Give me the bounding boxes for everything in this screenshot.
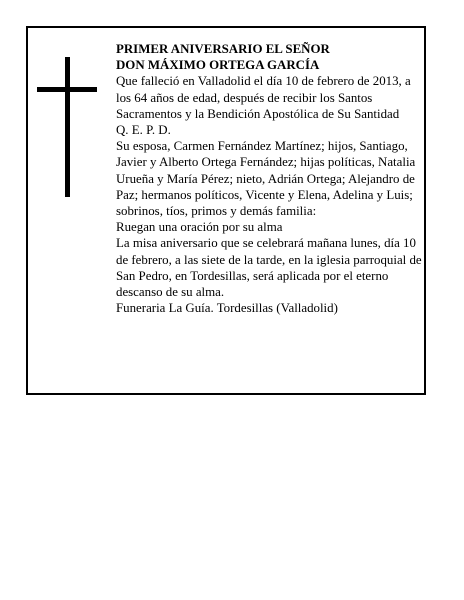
notice-title-line-1: PRIMER ANIVERSARIO EL SEÑOR — [116, 42, 330, 56]
prayer-request: Ruegan una oración por su alma — [116, 220, 283, 235]
notice-title-line-2: DON MÁXIMO ORTEGA GARCÍA — [116, 58, 320, 73]
cross-icon — [37, 57, 97, 197]
death-announcement: Que falleció en Valladolid el día 10 de febrero de 2013, a los 64 años de edad, después de recibir los Santos Sacramentos y la Bendición Apostólica de Su Santidad — [116, 74, 411, 121]
notice-text — [116, 41, 422, 316]
rest-in-peace: Q. E. P. D. — [116, 123, 171, 138]
cross-horizontal-bar — [37, 87, 97, 92]
family-list: Su esposa, Carmen Fernández Martínez; hijos, Santiago, Javier y Alberto Ortega Fernández; hijas políticas, Natalia Urueña y María Pérez; nieto, Adrián Ortega; Alejandro de Paz; hermanos políticos, Vicente y Elena, Adelina y Luis; sobrinos, tíos, primos y demás familia: — [116, 139, 416, 219]
cross-vertical-bar — [65, 57, 70, 197]
funeral-home: Funeraria La Guía. Tordesillas (Valladolid) — [116, 301, 338, 316]
mass-details: La misa aniversario que se celebrará mañana lunes, día 10 de febrero, a las siete de la tarde, en la iglesia parroquial de San Pedro, en Tordesillas, será aplicada por el eterno descanso de su alma. — [116, 236, 422, 300]
obituary-notice — [26, 26, 426, 395]
